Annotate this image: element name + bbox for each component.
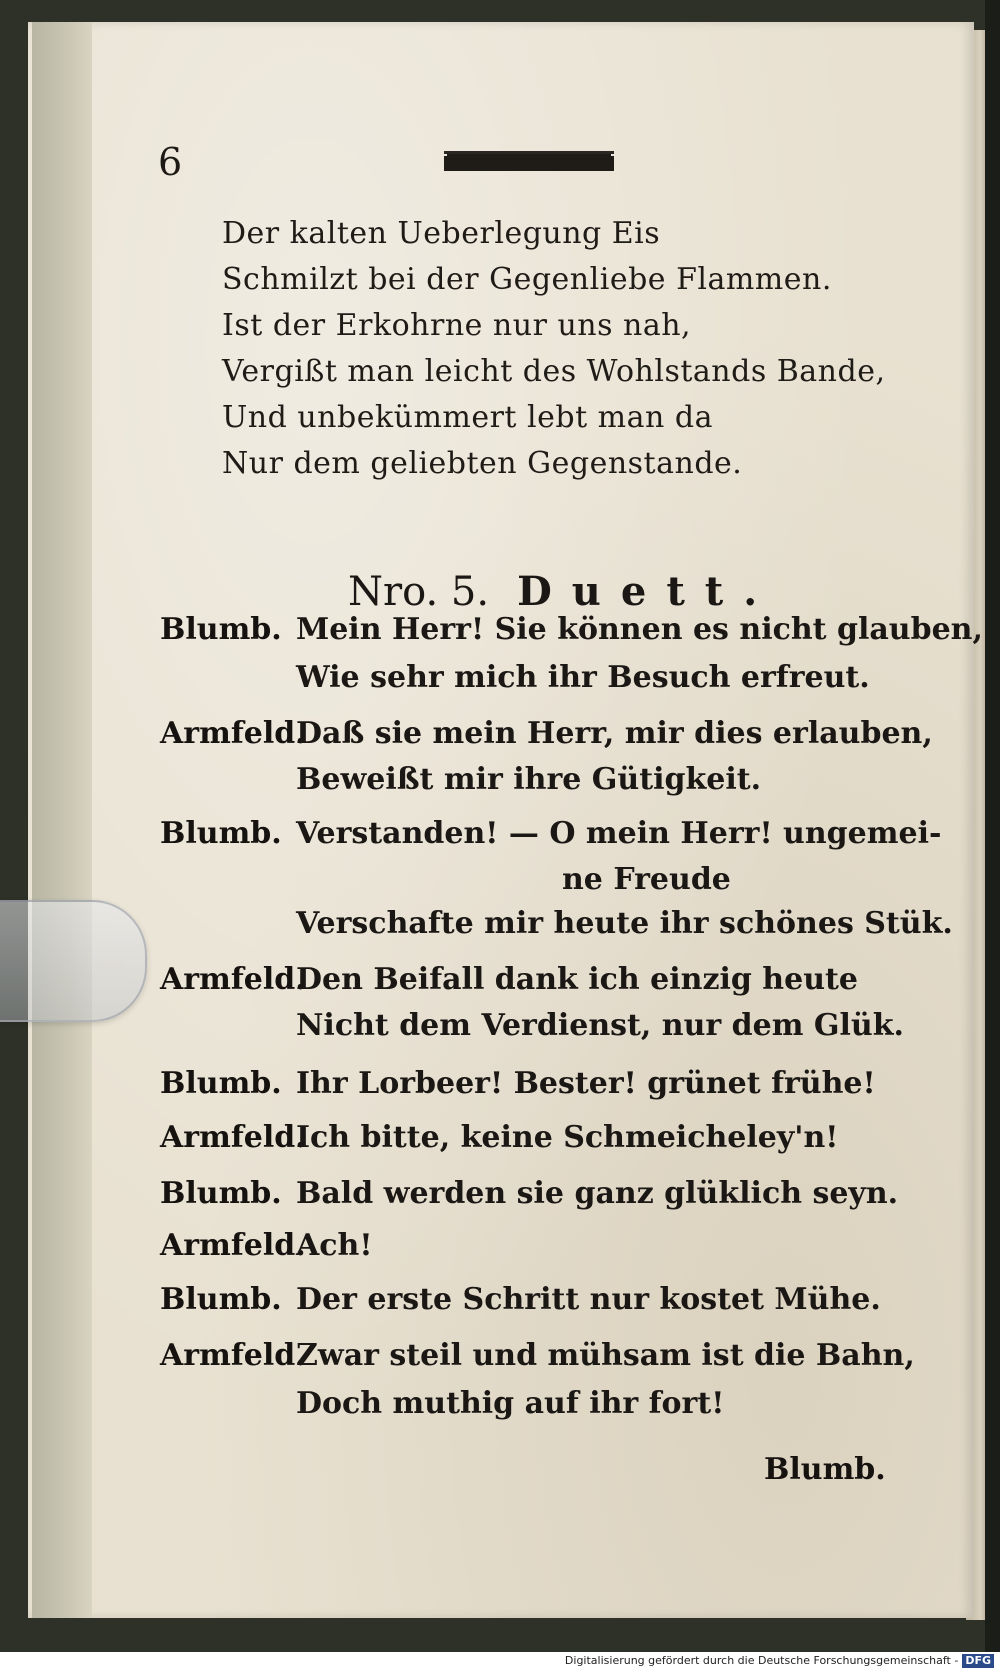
dialogue-line: Den Beifall dank ich einzig heute [296, 962, 858, 997]
dialogue-line: Verstanden! — O mein Herr! ungemei- [296, 816, 942, 851]
speaker-label: Armfeld. [160, 1120, 306, 1155]
dialogue-line: ne Freude [562, 862, 731, 897]
speaker-label: Armfeld. [160, 1338, 306, 1373]
verse-line: Schmilzt bei der Gegenliebe Flammen. [222, 262, 832, 297]
dialogue-line: Beweißt mir ihre Gütigkeit. [296, 762, 762, 797]
dialogue-line: Verschafte mir heute ihr schönes Stük. [296, 906, 953, 941]
dialogue-line: Nicht dem Verdienst, nur dem Glük. [296, 1008, 904, 1043]
dialogue-line: Bald werden sie ganz glüklich seyn. [296, 1176, 899, 1211]
dialogue-line: Zwar steil und mühsam ist die Bahn, [296, 1338, 915, 1373]
verse-line: Der kalten Ueberlegung Eis [222, 216, 661, 251]
speaker-label: Armfeld. [160, 716, 306, 751]
dialogue-line: Ihr Lorbeer! Bester! grünet frühe! [296, 1066, 876, 1101]
binding-gutter [32, 22, 92, 1618]
dialogue-line: Daß sie mein Herr, mir dies erlauben, [296, 716, 933, 751]
footer-text: Digitalisierung gefördert durch die Deutsche Forschungsgemeinschaft - [564, 1654, 959, 1667]
section-number: Nro. 5. [348, 569, 490, 615]
dialogue-line: Doch muthig auf ihr fort! [296, 1386, 725, 1421]
section-title: Duett. [517, 568, 778, 615]
dfg-logo: DFG [962, 1654, 994, 1668]
catchword: Blumb. [764, 1452, 886, 1487]
dialogue-line: Mein Herr! Sie können es nicht glauben, [296, 612, 983, 647]
speaker-label: Blumb. [160, 1282, 282, 1317]
ornamental-rule [444, 156, 614, 171]
verse-line: Und unbekümmert lebt man da [222, 400, 713, 435]
speaker-label: Blumb. [160, 816, 282, 851]
section-heading [348, 568, 777, 615]
verse-line: Vergißt man leicht des Wohlstands Bande, [222, 354, 886, 389]
speaker-label: Armfeld. [160, 1228, 306, 1263]
dialogue-line: Ach! [296, 1228, 373, 1263]
dialogue-line: Wie sehr mich ihr Besuch erfreut. [296, 660, 870, 695]
digitization-footer [0, 1652, 1000, 1669]
dialogue-line: Der erste Schritt nur kostet Mühe. [296, 1282, 881, 1317]
page-number: 6 [158, 140, 183, 184]
page-clip [0, 900, 147, 1022]
speaker-label: Blumb. [160, 1066, 282, 1101]
speaker-label: Blumb. [160, 1176, 282, 1211]
scanner-background [985, 0, 1000, 1669]
verse-line: Ist der Erkohrne nur uns nah, [222, 308, 692, 343]
speaker-label: Armfeld. [160, 962, 306, 997]
dialogue-line: Ich bitte, keine Schmeicheley'n! [296, 1120, 839, 1155]
verse-line: Nur dem geliebten Gegenstande. [222, 446, 743, 481]
speaker-label: Blumb. [160, 612, 282, 647]
